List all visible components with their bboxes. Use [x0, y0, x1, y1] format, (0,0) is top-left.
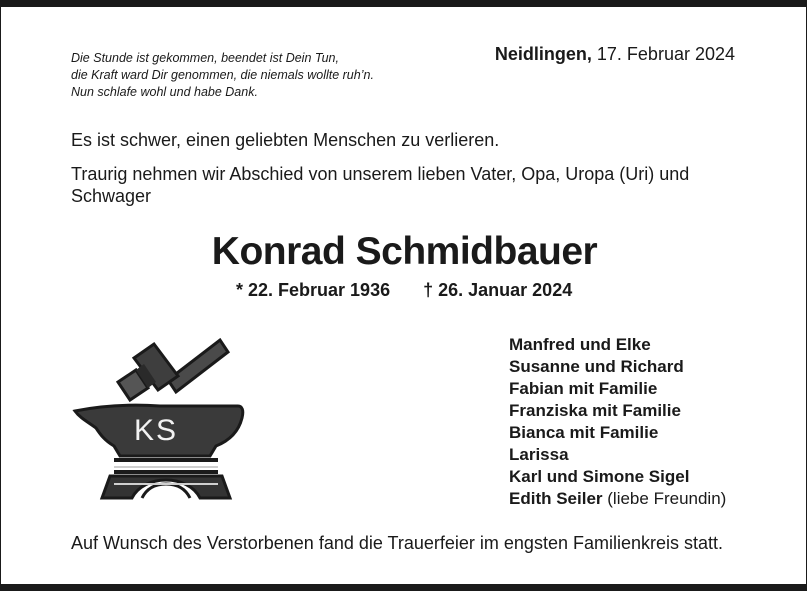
- closing-text: Auf Wunsch des Verstorbenen fand die Trauerfeier im engsten Familienkreis statt.: [71, 533, 723, 553]
- mourner-entry: [509, 488, 726, 510]
- poem-line: Die Stunde ist gekommen, beendet ist Dein Tun,: [71, 51, 339, 65]
- mourner-name: Susanne und Richard: [509, 357, 684, 376]
- intro-text: Traurig nehmen wir Abschied von unserem lieben Vater, Opa, Uropa (Uri) und Schwager: [71, 164, 690, 206]
- mourners-list: [509, 334, 726, 510]
- mourner-name: Fabian mit Familie: [509, 379, 658, 398]
- mourner-name: Larissa: [509, 445, 569, 464]
- deceased-name: Konrad Schmidbauer: [211, 230, 598, 273]
- mourner-note: (liebe Freundin): [607, 489, 727, 508]
- mourner-name: Edith Seiler: [509, 489, 603, 508]
- mourner-name: Manfred und Elke: [509, 335, 651, 354]
- poem-line: die Kraft ward Dir genommen, die niemals wollte ruh’n.: [71, 68, 374, 82]
- mourner-name: Franziska mit Familie: [509, 401, 681, 420]
- mourner-name: Karl und Simone Sigel: [509, 467, 690, 486]
- emblem-initials: KS: [133, 414, 179, 447]
- intro-line: Es ist schwer, einen geliebten Menschen zu verlieren.: [71, 130, 500, 150]
- poem: [71, 50, 374, 101]
- place: Neidlingen,: [494, 44, 592, 64]
- death-date: † 26. Januar 2024: [423, 280, 573, 300]
- mourner-name: Bianca mit Familie: [509, 423, 659, 442]
- notice-date: 17. Februar 2024: [596, 44, 735, 64]
- life-dates: [236, 280, 572, 301]
- anvil-hammer-emblem: [70, 334, 260, 504]
- poem-line: Nun schlafe wohl und habe Dank.: [71, 85, 258, 99]
- place-date: [495, 44, 735, 65]
- anvil-hammer-icon: [70, 334, 260, 504]
- birth-date: * 22. Februar 1936: [236, 280, 391, 300]
